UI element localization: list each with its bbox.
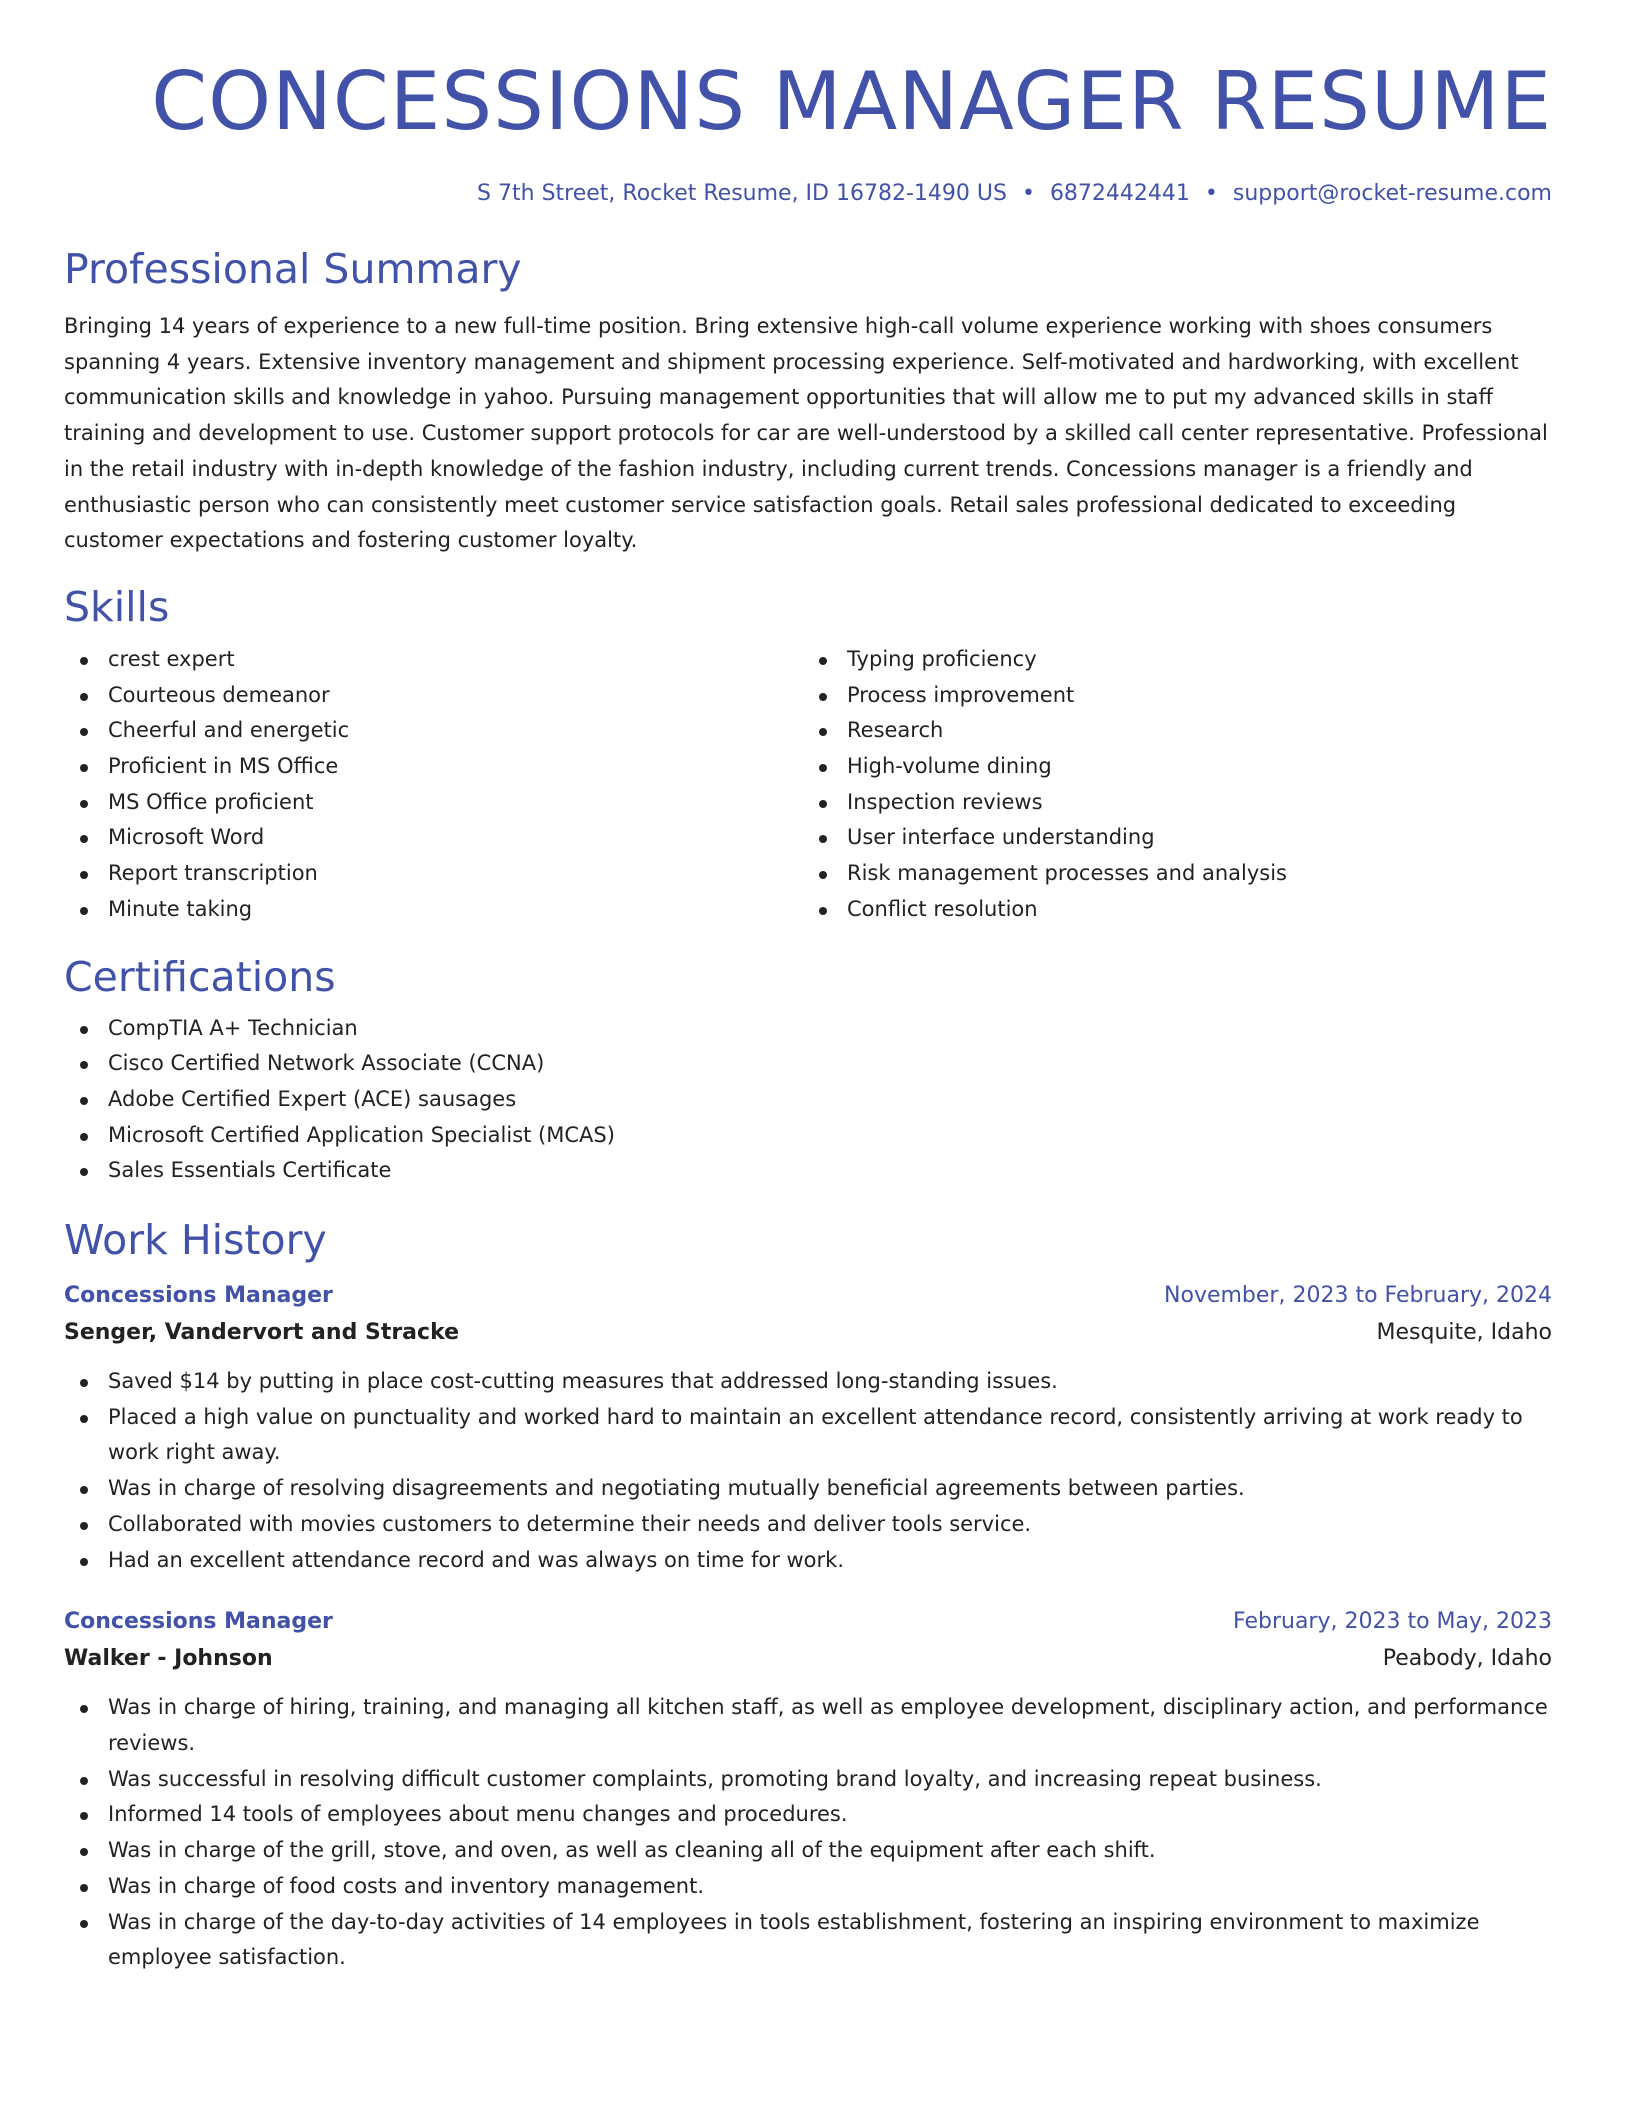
skill-item: Conflict resolution	[803, 892, 1542, 928]
skill-item: Typing proficiency	[803, 642, 1542, 678]
job-duty-item: Was successful in resolving difficult customer complaints, promoting brand loyalty, and increasing repeat business.	[64, 1762, 1552, 1798]
skill-item: Risk management processes and analysis	[803, 856, 1542, 892]
job-duty-item: Was in charge of hiring, training, and managing all kitchen staff, as well as employee development, disciplinary action, and performance reviews.	[64, 1690, 1552, 1761]
certification-item: Cisco Certified Network Associate (CCNA)	[64, 1046, 1552, 1082]
skill-item: Proficient in MS Office	[64, 749, 803, 785]
certification-item: Sales Essentials Certificate	[64, 1153, 1552, 1189]
certification-item: Adobe Certified Expert (ACE) sausages	[64, 1082, 1552, 1118]
job-duty-item: Had an excellent attendance record and was always on time for work.	[64, 1543, 1552, 1579]
job-company: Walker - Johnson	[64, 1646, 273, 1672]
skills-column-left	[64, 642, 803, 928]
job-duty-item: Placed a high value on punctuality and worked hard to maintain an excellent attendance record, consistently arriving at work ready to work right away.	[64, 1400, 1552, 1471]
skill-item: crest expert	[64, 642, 803, 678]
contact-address: S 7th Street, Rocket Resume, ID 16782-1490 US	[477, 181, 1007, 206]
job-duty-item: Was in charge of the grill, stove, and oven, as well as cleaning all of the equipment after each shift.	[64, 1833, 1552, 1869]
contact-phone: 6872442441	[1049, 181, 1190, 206]
job-location: Mesquite, Idaho	[1376, 1320, 1552, 1346]
certification-item: Microsoft Certified Application Specialist (MCAS)	[64, 1118, 1552, 1154]
job-entry	[64, 1604, 1552, 1976]
contact-email[interactable]: support@rocket-resume.com	[1232, 181, 1552, 206]
job-duties-list	[64, 1690, 1552, 1976]
skill-item: High-volume dining	[803, 749, 1542, 785]
summary-text: Bringing 14 years of experience to a new full-time position. Bring extensive high-call volume experience working with shoes consumers spanning 4 years. Extensive inventory management and shipment processing experience. Self-motivated and hardworking, with excellent communication skills and knowledge in yahoo. Pursuing management opportunities that will allow me to put my advanced skills in staff training and development to use. Customer support protocols for car are well-understood by a skilled call center representative. Professional in the retail industry with in-depth knowledge of the fashion industry, including current trends. Concessions manager is a friendly and enthusiastic person who can consistently meet customer service satisfaction goals. Retail sales professional dedicated to exceeding customer expectations and fostering customer loyalty.	[64, 314, 1548, 553]
summary-heading: Professional Summary	[64, 245, 522, 293]
skills-columns	[64, 642, 1552, 928]
job-duty-item: Was in charge of resolving disagreements and negotiating mutually beneficial agreements between parties.	[64, 1471, 1552, 1507]
job-title: Concessions Manager	[64, 1609, 333, 1635]
skill-item: Research	[803, 713, 1542, 749]
job-header-row	[64, 1278, 1552, 1314]
resume-name: CONCESSIONS MANAGER RESUME	[151, 55, 1552, 148]
job-title: Concessions Manager	[64, 1283, 333, 1309]
job-company-row	[64, 1314, 1552, 1352]
job-dates: November, 2023 to February, 2024	[1164, 1283, 1552, 1309]
skill-item: Report transcription	[64, 856, 803, 892]
job-location: Peabody, Idaho	[1382, 1646, 1552, 1672]
skills-column-right	[803, 642, 1542, 928]
job-entry	[64, 1278, 1552, 1578]
skill-item: Inspection reviews	[803, 785, 1542, 821]
certifications-heading: Certifications	[64, 952, 336, 1001]
job-duty-item: Was in charge of the day-to-day activities of 14 employees in tools establishment, fostering an inspiring environment to maximize employee satisfaction.	[64, 1905, 1552, 1976]
job-duty-item: Collaborated with movies customers to determine their needs and deliver tools service.	[64, 1507, 1552, 1543]
job-header-row	[64, 1604, 1552, 1640]
job-company: Senger, Vandervort and Stracke	[64, 1320, 460, 1346]
contact-line	[64, 178, 1552, 210]
job-company-row	[64, 1640, 1552, 1678]
job-duties-list	[64, 1364, 1552, 1578]
skill-item: Process improvement	[803, 678, 1542, 714]
skill-item: MS Office proficient	[64, 785, 803, 821]
job-duty-item: Informed 14 tools of employees about menu changes and procedures.	[64, 1797, 1552, 1833]
skills-list-right	[803, 642, 1542, 928]
job-duty-item: Was in charge of food costs and inventory management.	[64, 1869, 1552, 1905]
contact-separator: •	[1021, 181, 1035, 206]
skills-list-left	[64, 642, 803, 928]
contact-separator: •	[1204, 181, 1218, 206]
skill-item: Cheerful and energetic	[64, 713, 803, 749]
work-history-heading: Work History	[64, 1216, 327, 1265]
certification-item: CompTIA A+ Technician	[64, 1011, 1552, 1047]
job-dates: February, 2023 to May, 2023	[1233, 1609, 1552, 1635]
skills-heading: Skills	[64, 582, 170, 631]
skill-item: Minute taking	[64, 892, 803, 928]
skill-item: User interface understanding	[803, 820, 1542, 856]
certifications-list	[64, 1011, 1552, 1190]
job-duty-item: Saved $14 by putting in place cost-cutting measures that addressed long-standing issues.	[64, 1364, 1552, 1400]
skill-item: Courteous demeanor	[64, 678, 803, 714]
skill-item: Microsoft Word	[64, 820, 803, 856]
